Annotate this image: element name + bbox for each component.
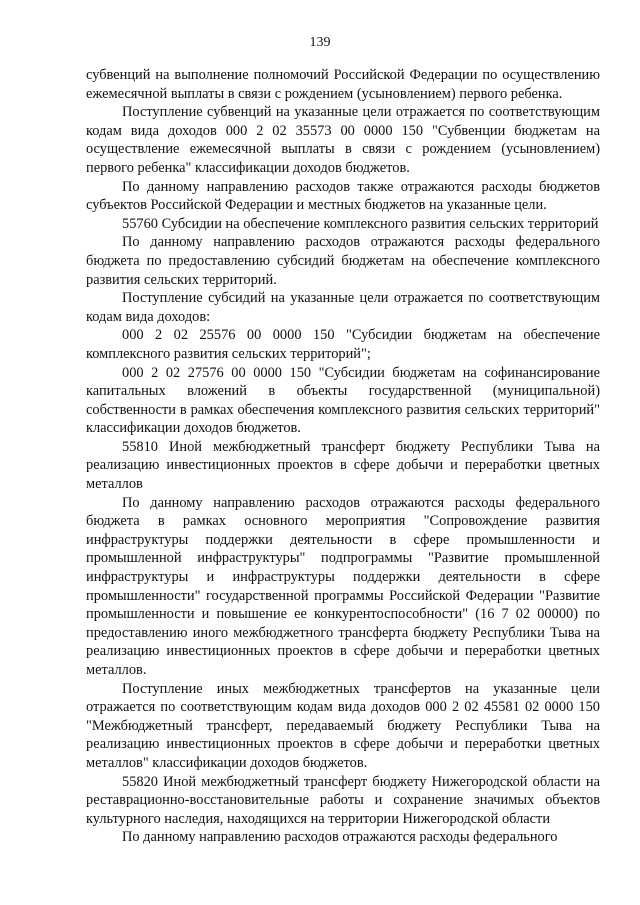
paragraph-subventions-continuation: субвенций на выполнение полномочий Российской Федерации по осуществлению ежемесячной выплаты в связи с рождением (усыновлением) первого ребенка. (86, 67, 600, 102)
section-heading-55820: 55820 Иной межбюджетный трансферт бюджету Нижегородской области на реставрационно-восстановительные работы и сохранение значимых объектов культурного наследия, находящихся на территории Нижегородской области (86, 773, 600, 827)
section-heading-55810: 55810 Иной межбюджетный трансферт бюджету Республики Тыва на реализацию инвестиционных проектов в сфере добычи и переработки цветных металлов (86, 438, 600, 493)
paragraph-income-code-27576: 000 2 02 27576 00 0000 150 "Субсидии бюджетам на софинансирование капитальных вложений в объекты государственной (муниципальной) собственности в рамках обеспечения комплексного развития сельских территорий" классификации доходов бюджетов. (86, 364, 600, 437)
paragraph-55810-income-codes: Поступление иных межбюджетных трансфертов на указанные цели отражается по соответствующим кодам вида доходов 000 2 02 45581 02 0000 150 "Межбюджетный трансферт, передаваемый бюджету Республики Тыва на реализацию инвестиционных проектов в сфере добычи и переработки цветных металлов" классификации доходов бюджетов. (86, 680, 600, 771)
paragraph-regional-budgets: По данному направлению расходов также отражаются расходы бюджетов субъектов Российской Федерации и местных бюджетов на указанные цели. (86, 178, 600, 214)
paragraph-55820-description-start: По данному направлению расходов отражаются расходы федерального (122, 829, 558, 846)
paragraph-55760-description: По данному направлению расходов отражаются расходы федерального бюджета по предоставлению субсидий бюджетам на обеспечение комплексного развития сельских территорий. (86, 234, 600, 288)
paragraph-income-code-25576: 000 2 02 25576 00 0000 150 "Субсидии бюджетам на обеспечение комплексного развития сельских территорий"; (86, 327, 600, 362)
paragraph-income-codes-subventions: Поступление субвенций на указанные цели отражается по соответствующим кодам вида доходов 000 2 02 35573 00 0000 150 "Субвенции бюджетам на осуществление ежемесячной выплаты в связи с рождением (усыновлением) первого ребенка" классификации доходов бюджетов. (86, 104, 600, 176)
paragraph-55760-income-intro: Поступление субсидий на указанные цели отражается по соответствующим кодам вида доходов: (86, 290, 600, 325)
paragraph-55810-description: По данному направлению расходов отражаются расходы федерального бюджета в рамках основного мероприятия "Сопровождение развития инфраструктуры поддержки деятельности в сфере промышленности и промышленной инфраструктуры" подпрограммы "Развитие промышленной инфраструктуры и инфраструктуры поддержки деятельности в сфере промышленности" государственной программы Российской Федерации "Развитие промышленности и повышение ее конкурентоспособности" (16 7 02 00000) по предоставлению иного межбюджетного трансферта бюджету Республики Тыва на реализацию инвестиционных проектов в сфере добычи и переработки цветных металлов. (86, 494, 600, 678)
document-body (86, 66, 600, 847)
page-number: 139 (309, 35, 331, 50)
section-heading-55760: 55760 Субсидии на обеспечение комплексного развития сельских территорий (122, 215, 599, 232)
